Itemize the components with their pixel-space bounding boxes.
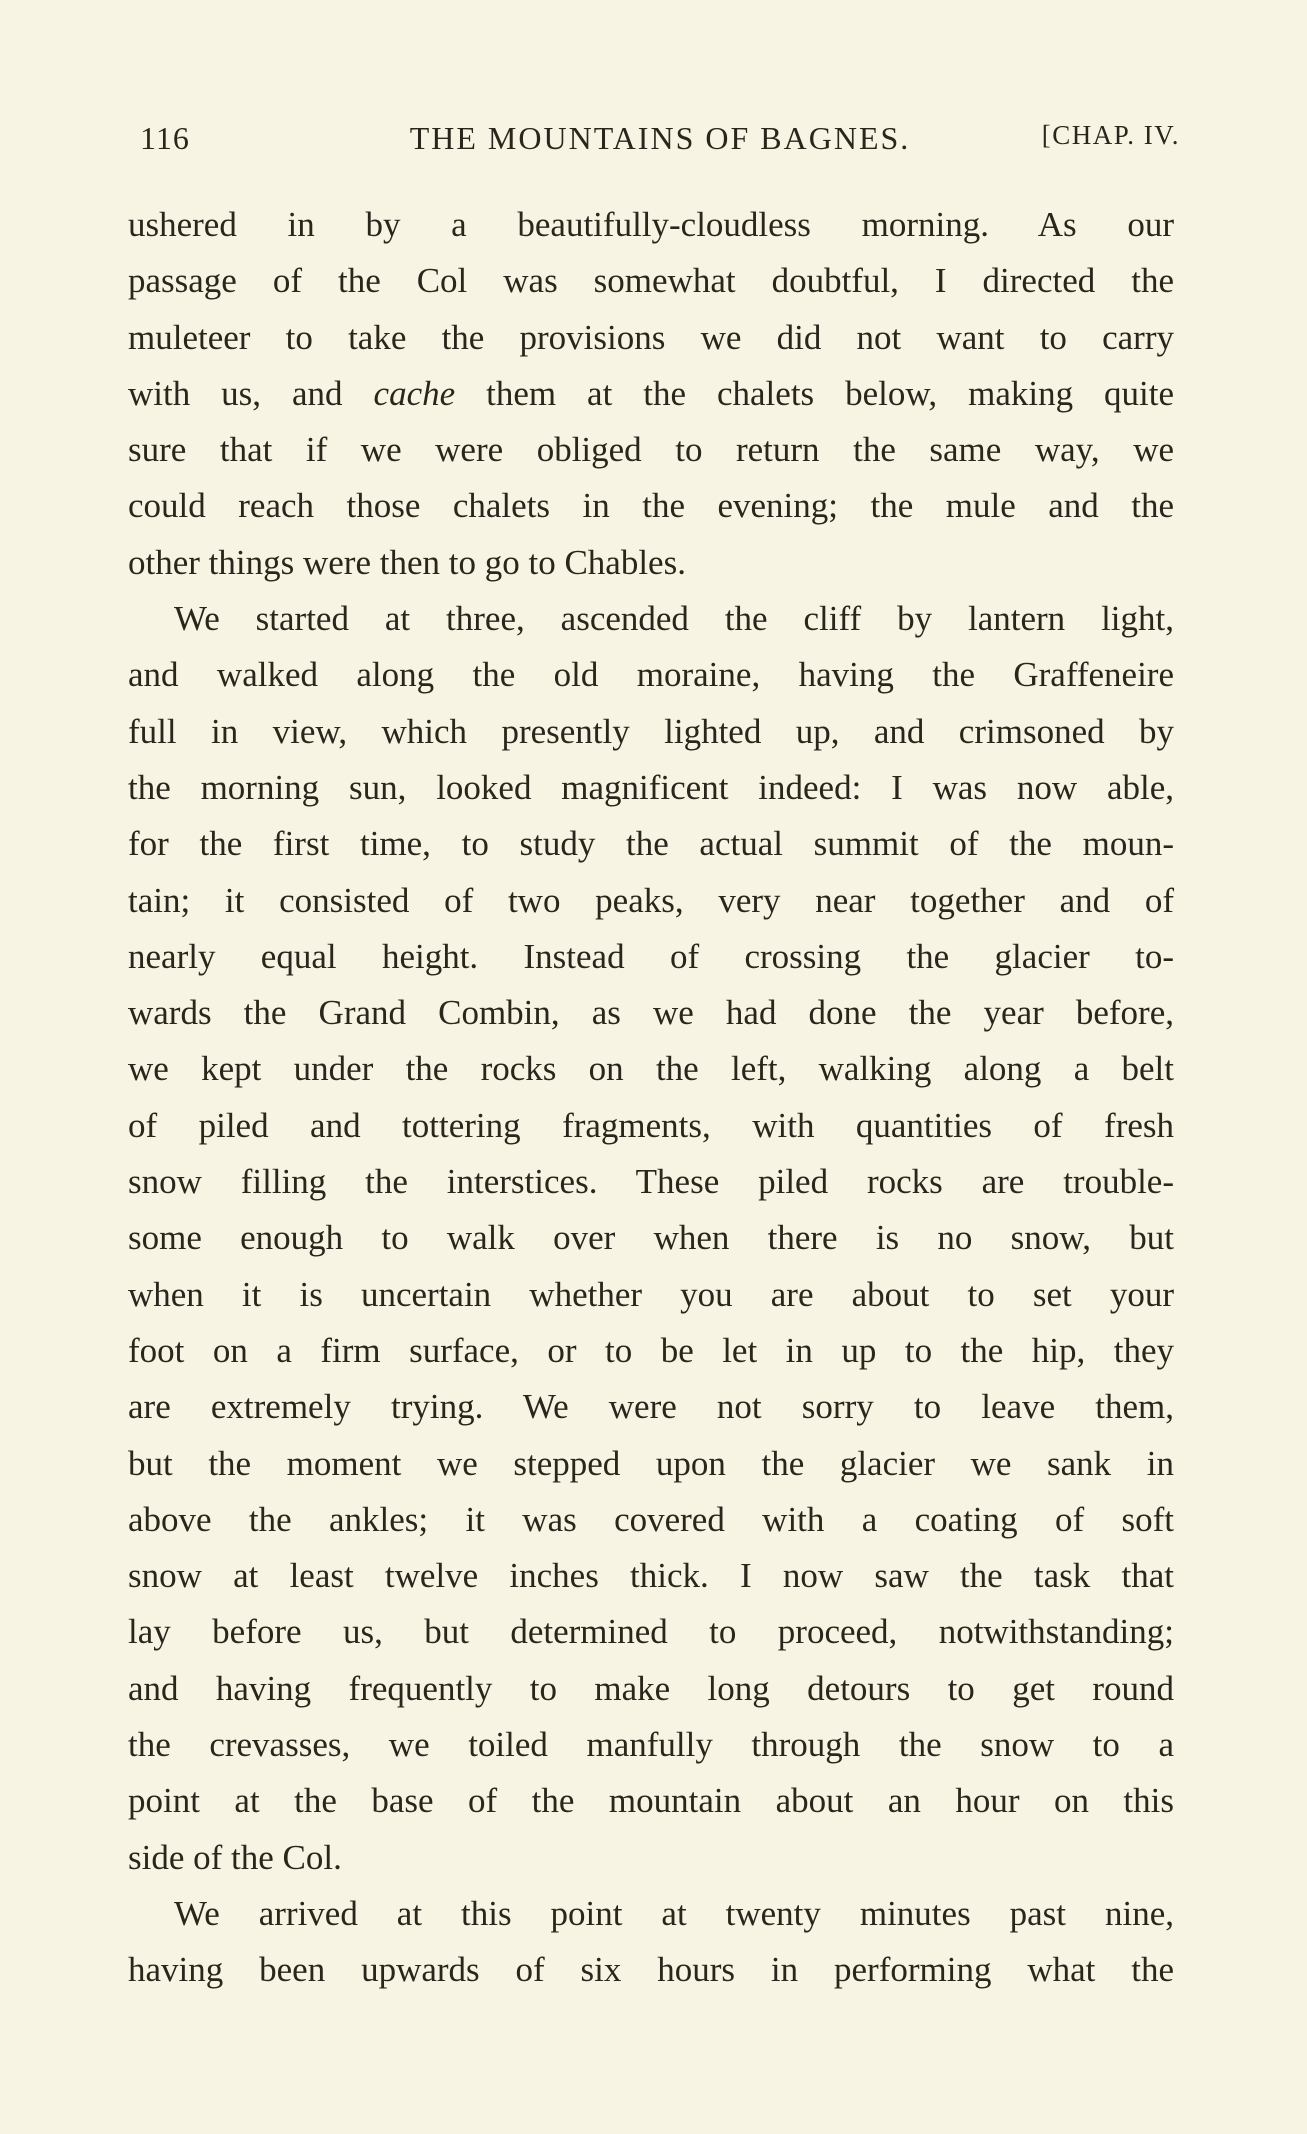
text-line: ushered in by a beautifully-cloudless morning. As our <box>128 205 1174 244</box>
text-line: tain; it consisted of two peaks, very near together and of <box>128 880 1174 920</box>
text-fragment: them at the chalets below, making quite <box>486 373 1175 413</box>
text-line: We arrived at this point at twenty minutes past nine, <box>174 1893 1174 1933</box>
text-line: We started at three, ascended the cliff by lantern light, <box>174 599 1174 639</box>
text-line: some enough to walk over when there is no snow, but <box>128 1218 1174 1258</box>
text-line: passage of the Col was somewhat doubtful, I directed the <box>128 261 1174 301</box>
page-number: 116 <box>140 120 190 156</box>
text-line: muleteer to take the provisions we did not want to carry <box>128 317 1174 357</box>
text-line: side of the Col. <box>128 1837 342 1877</box>
text-line: for the first time, to study the actual summit of the moun- <box>128 824 1174 864</box>
text-line: could reach those chalets in the evening; the mule and the <box>128 486 1174 526</box>
text-line: when it is uncertain whether you are about to set your <box>128 1274 1174 1314</box>
paragraph-1 <box>128 197 1174 591</box>
text-line: and having frequently to make long detours to get round <box>128 1668 1174 1708</box>
text-line: of piled and tottering fragments, with quantities of fresh <box>128 1105 1174 1145</box>
text-line: the crevasses, we toiled manfully through the snow to a <box>128 1725 1174 1765</box>
text-fragment: with us, and <box>128 373 343 413</box>
text-line: snow at least twelve inches thick. I now saw the task that <box>128 1556 1174 1596</box>
text-line: point at the base of the mountain about an hour on this <box>128 1781 1174 1821</box>
chapter-reference: [CHAP. IV. <box>1041 120 1180 150</box>
text-line <box>128 366 1174 422</box>
text-line: lay before us, but determined to proceed, notwithstanding; <box>128 1612 1174 1652</box>
running-head <box>140 120 1180 170</box>
text-line: other things were then to go to Chables. <box>128 542 686 582</box>
text-line: snow filling the interstices. These piled rocks are trouble- <box>128 1162 1174 1202</box>
text-line: above the ankles; it was covered with a coating of soft <box>128 1499 1174 1539</box>
italic-word: cache <box>373 373 456 413</box>
text-line: having been upwards of six hours in performing what the <box>128 1950 1174 1990</box>
text-line: wards the Grand Combin, as we had done the year before, <box>128 993 1174 1033</box>
text-line: sure that if we were obliged to return the same way, we <box>128 430 1174 470</box>
paragraph-3 <box>128 1886 1174 1999</box>
text-line: are extremely trying. We were not sorry to leave them, <box>128 1387 1174 1427</box>
text-line: and walked along the old moraine, having the Graffeneire <box>128 655 1174 695</box>
text-line: full in view, which presently lighted up, and crimsoned by <box>128 711 1174 751</box>
text-line: but the moment we stepped upon the glacier we sank in <box>128 1443 1174 1483</box>
running-title: THE MOUNTAINS OF BAGNES. <box>409 120 911 156</box>
text-line: foot on a firm surface, or to be let in up to the hip, they <box>128 1330 1174 1370</box>
paragraph-2 <box>128 591 1174 1886</box>
text-line: nearly equal height. Instead of crossing the glacier to- <box>128 936 1174 976</box>
text-line: the morning sun, looked magnificent indeed: I was now able, <box>128 767 1174 807</box>
body-text <box>128 197 1174 1999</box>
text-line: we kept under the rocks on the left, walking along a belt <box>128 1049 1174 1089</box>
